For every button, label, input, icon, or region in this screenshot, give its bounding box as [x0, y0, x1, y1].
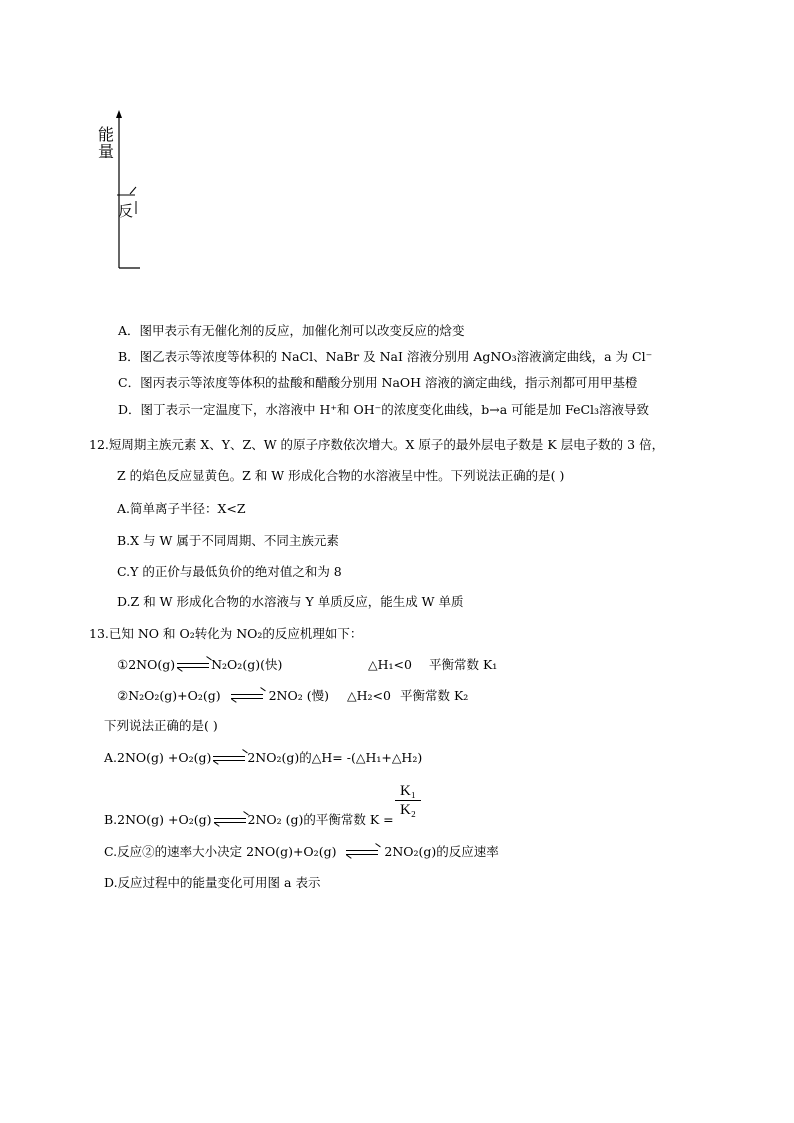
energy-axis-label: 能量: [98, 125, 115, 161]
q11-option-c: C．图丙表示等浓度等体积的盐酸和醋酸分别用 NaOH 溶液的滴定曲线，指示剂都可用甲基橙: [118, 375, 638, 390]
q12-option-b: B.X 与 W 属于不同周期、不同主族元素: [117, 533, 339, 548]
r1-equilibrium-constant: 平衡常数 K₁: [429, 657, 498, 672]
q11-option-b: B．图乙表示等浓度等体积的 NaCl、NaBr 及 NaI 溶液分别用 AgNO₃溶液滴定曲线，a 为 Cl⁻: [118, 349, 653, 364]
r2-delta-h: △H₂<0: [347, 688, 391, 703]
equilibrium-arrow-icon: [177, 661, 209, 671]
q12-stem-line1: 12.短周期主族元素 X、Y、Z、W 的原子序数依次增大。X 原子的最外层电子数是 K 层电子数的 3 倍，: [89, 437, 665, 452]
k-fraction: [395, 783, 421, 818]
energy-diagram: [90, 108, 160, 278]
option-a-text: 2NO₂(g)的△H= -(△H₁+△H₂): [247, 750, 423, 765]
q12-option-c: C.Y 的正价与最低负价的绝对值之和为 8: [117, 564, 342, 579]
r1-reactants: ①2NO(g): [117, 657, 176, 672]
option-b-text: 2NO₂ (g)的平衡常数 K =: [247, 812, 394, 827]
option-c-text: C.反应②的速率大小决定 2NO(g)+O₂(g): [104, 844, 337, 859]
q11-option-a: A．图甲表示有无催化剂的反应，加催化剂可以改变反应的焓变: [118, 323, 465, 338]
q13-option-d: D.反应过程中的能量变化可用图 a 表示: [104, 875, 321, 890]
equilibrium-arrow-icon: [231, 692, 263, 702]
r2-equilibrium-constant: 平衡常数 K₂: [400, 688, 469, 703]
partial-label: 反: [118, 202, 136, 220]
q12-option-d: D.Z 和 W 形成化合物的水溶液与 Y 单质反应，能生成 W 单质: [117, 594, 464, 609]
q12-option-a: A.简单离子半径：X<Z: [117, 501, 246, 516]
r1-products: N₂O₂(g)(快): [211, 657, 283, 672]
option-c-products: 2NO₂(g)的反应速率: [384, 844, 499, 859]
option-a-reactants: A.2NO(g) +O₂(g): [104, 750, 212, 765]
q13-reaction-2: [117, 687, 329, 705]
r1-delta-h: △H₁<0: [368, 657, 412, 672]
fraction-denominator: K₂: [399, 802, 417, 818]
fraction-numerator: K₁: [399, 783, 417, 799]
q13-stem: 13.已知 NO 和 O₂转化为 NO₂的反应机理如下：: [89, 626, 363, 641]
equilibrium-arrow-icon: [214, 816, 246, 826]
q13-option-a: [104, 749, 422, 767]
q13-option-b: [104, 811, 394, 829]
q11-option-d: D．图丁表示一定温度下，水溶液中 H⁺和 OH⁻的浓度变化曲线，b→a 可能是加 FeCl₃溶液导致: [118, 402, 650, 417]
equilibrium-arrow-icon: [346, 848, 378, 858]
q12-stem-line2: Z 的焰色反应显黄色。Z 和 W 形成化合物的水溶液呈中性。下列说法正确的是( ): [117, 468, 565, 483]
q13-reaction-1: [117, 656, 282, 674]
r2-products: 2NO₂ (慢): [268, 688, 329, 703]
fraction-bar: [395, 800, 421, 801]
r2-reactants: ②N₂O₂(g)+O₂(g): [117, 688, 221, 703]
q13-ask: 下列说法正确的是( ): [104, 718, 218, 733]
q13-option-c: [104, 843, 499, 861]
equilibrium-arrow-icon: [213, 754, 245, 764]
option-b-reactants: B.2NO(g) +O₂(g): [104, 812, 212, 827]
